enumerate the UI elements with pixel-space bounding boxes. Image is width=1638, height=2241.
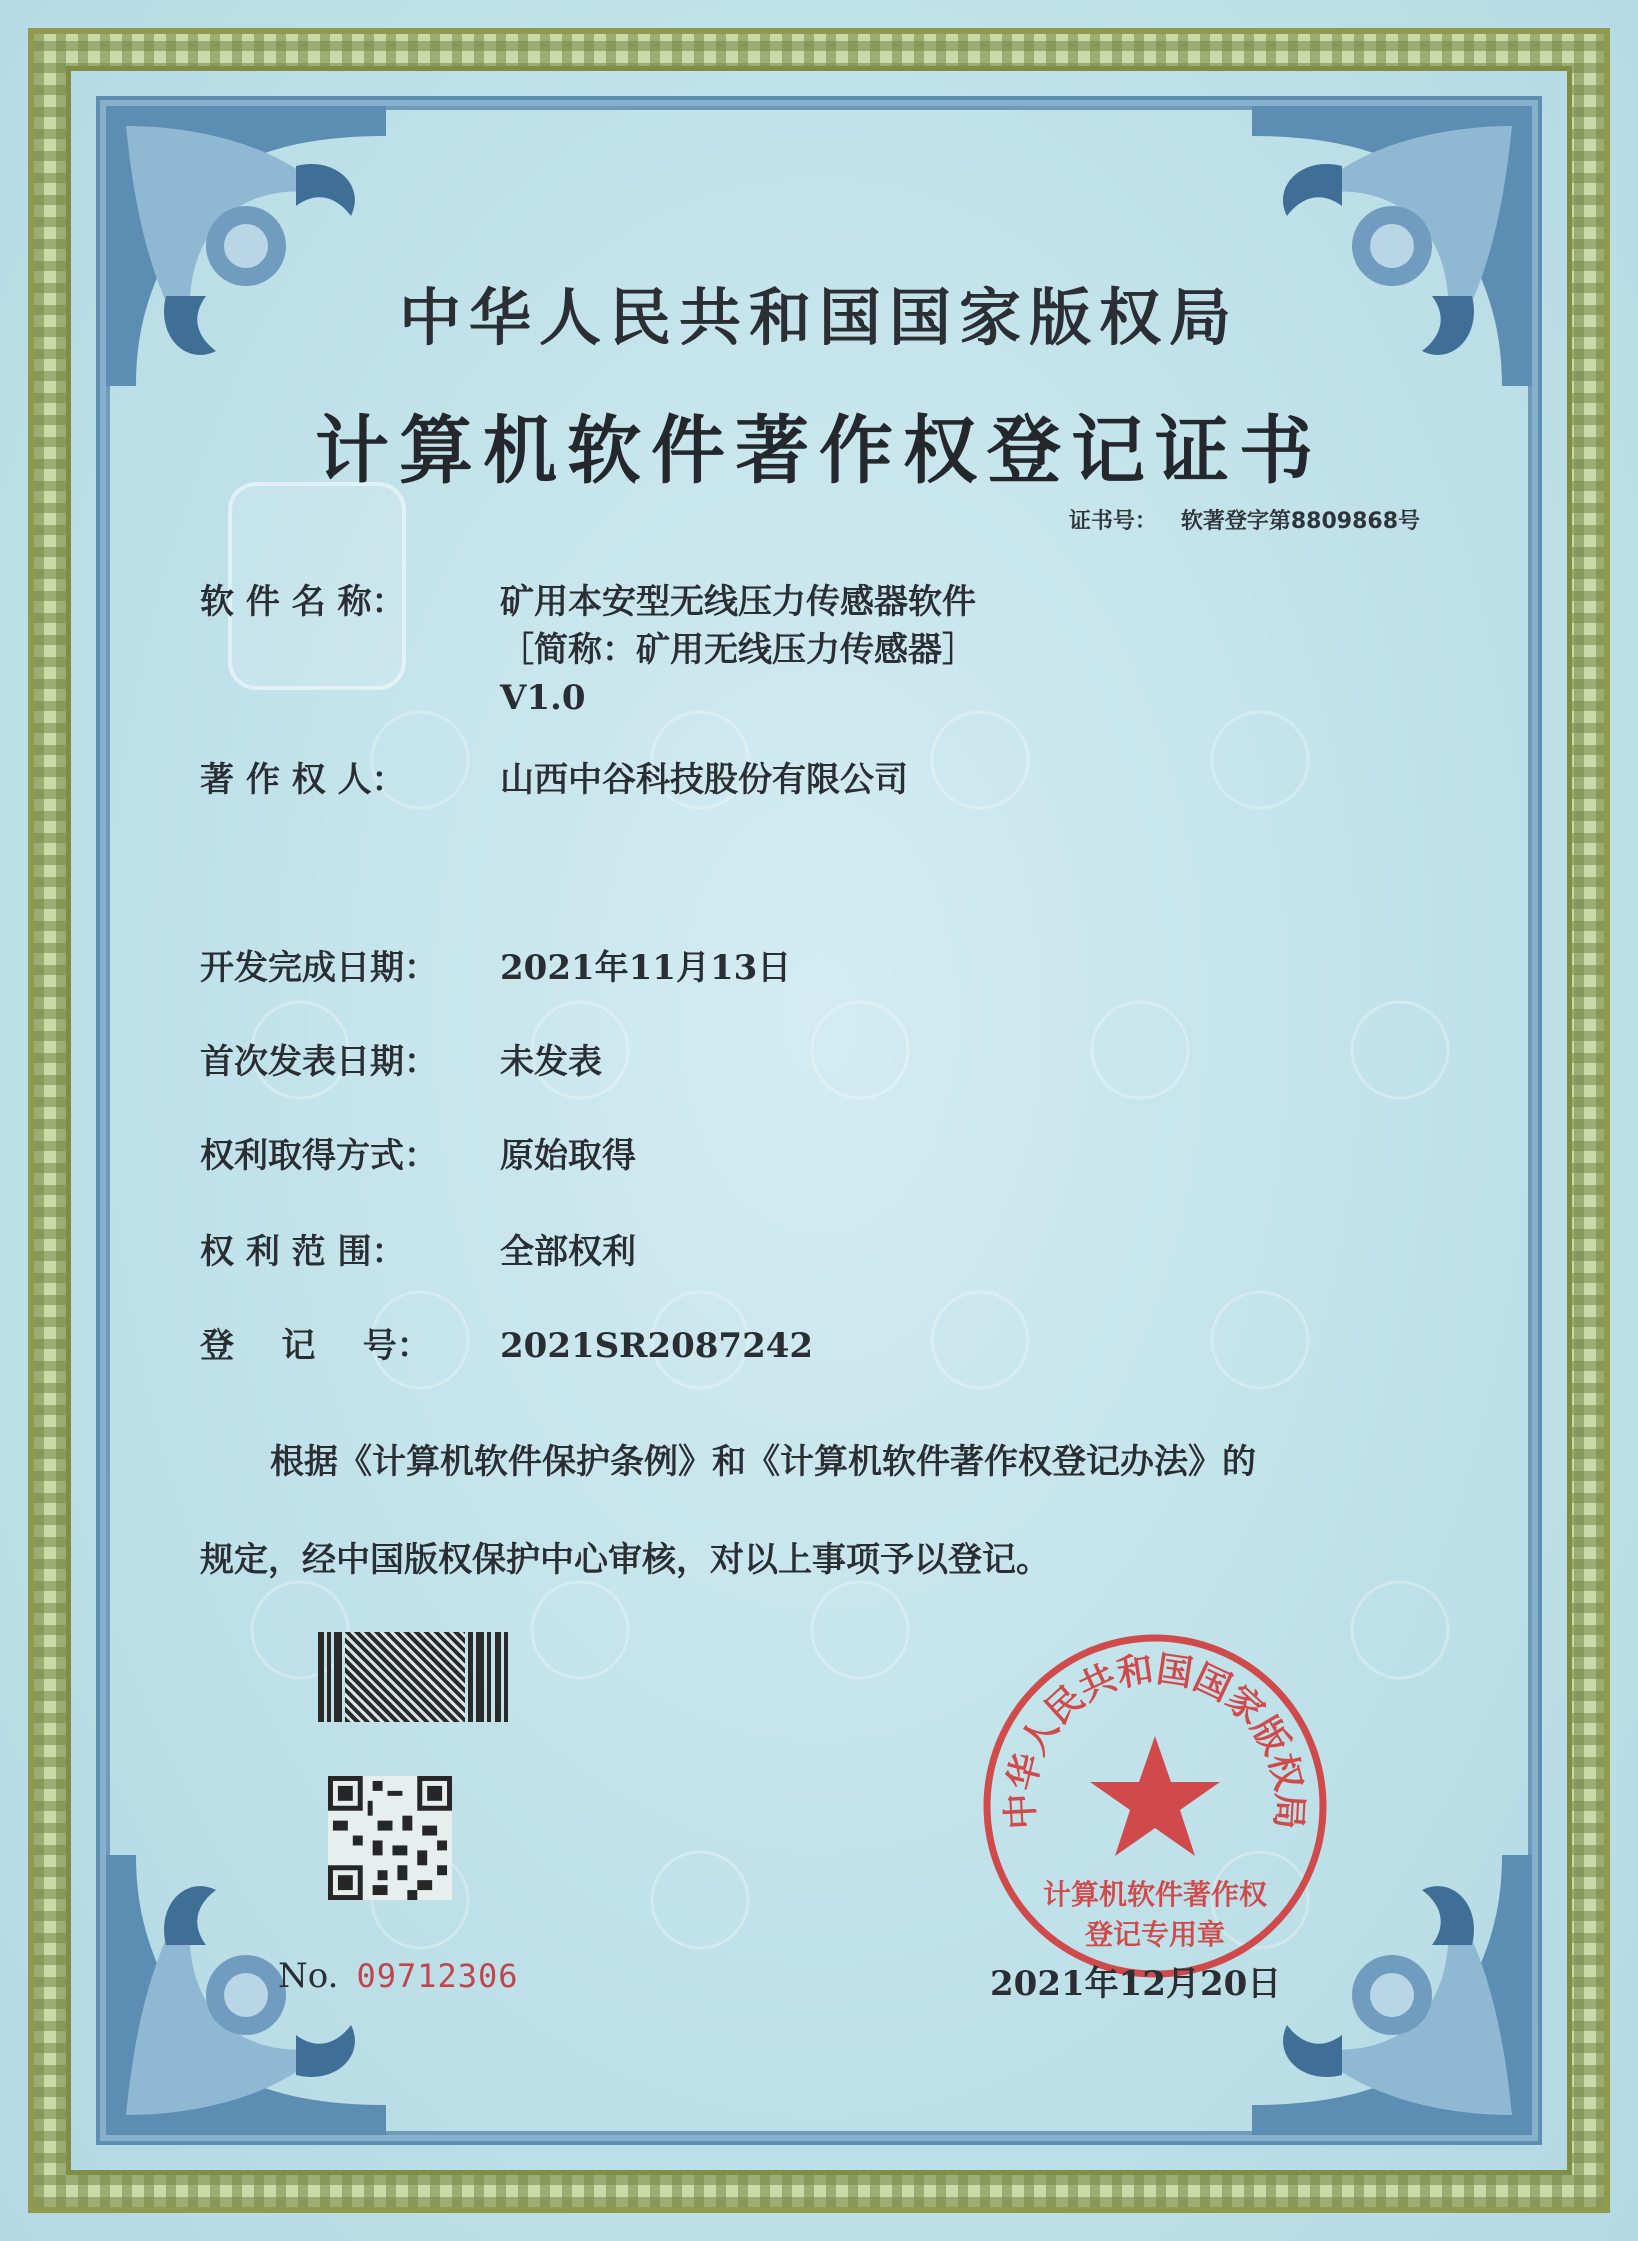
rights-scope-label: 权 利 范 围：	[200, 1232, 406, 1272]
field-rights-scope	[200, 1228, 636, 1276]
field-owner	[200, 756, 908, 804]
software-name-label: 软 件 名 称：	[200, 582, 406, 622]
serial-number-value: 09712306	[356, 1957, 519, 1995]
qr-code	[328, 1776, 452, 1900]
rights-scope-value: 全部权利	[500, 1232, 636, 1272]
acquisition-method-label: 权利取得方式：	[200, 1136, 438, 1176]
field-completion-date	[200, 944, 791, 992]
official-seal-stamp	[975, 1626, 1335, 1986]
field-first-publication	[200, 1038, 602, 1086]
serial-number	[278, 1956, 519, 1996]
completion-date-label: 开发完成日期：	[200, 948, 438, 988]
statement-line-1: 根据《计算机软件保护条例》和《计算机软件著作权登记办法》的	[270, 1442, 1256, 1482]
owner-label: 著 作 权 人：	[200, 760, 406, 800]
completion-date-value: 2021年11月13日	[500, 948, 792, 988]
statement-line-2: 规定，经中国版权保护中心审核，对以上事项予以登记。	[200, 1540, 1050, 1580]
barcode	[318, 1632, 550, 1722]
issuing-authority-heading: 中华人民共和国国家版权局	[398, 281, 1239, 354]
software-short-name-line: ［简称：矿用无线压力传感器］	[500, 630, 976, 670]
certificate-number-value: 软著登字第8809868号	[1180, 509, 1420, 534]
certificate-number	[1069, 504, 1420, 535]
software-version-line: V1.0	[500, 678, 586, 718]
owner-value: 山西中谷科技股份有限公司	[500, 760, 908, 800]
field-software-name	[200, 578, 976, 722]
field-acquisition-method	[200, 1132, 636, 1180]
registration-number-label: 登 记 号：	[200, 1326, 431, 1366]
first-publication-label: 首次发表日期：	[200, 1042, 438, 1082]
stamp-line-2: 登记专用章	[1084, 1918, 1226, 1951]
acquisition-method-value: 原始取得	[500, 1136, 636, 1176]
registration-number-value: 2021SR2087242	[500, 1326, 814, 1366]
stamp-ring-text: 中华人民共和国国家版权局	[1000, 1649, 1310, 1831]
certificate-number-label: 证书号：	[1068, 509, 1157, 534]
software-name-line: 矿用本安型无线压力传感器软件	[500, 582, 976, 622]
stamp-line-1: 计算机软件著作权	[1042, 1878, 1268, 1911]
serial-number-label: No.	[278, 1956, 339, 1996]
software-name-value	[500, 578, 976, 722]
certificate-title: 计算机软件著作权登记证书	[315, 408, 1323, 494]
star-icon	[1090, 1736, 1220, 1856]
field-registration-number	[200, 1322, 813, 1370]
issue-date: 2021年12月20日	[990, 1964, 1282, 2004]
first-publication-value: 未发表	[500, 1042, 602, 1082]
